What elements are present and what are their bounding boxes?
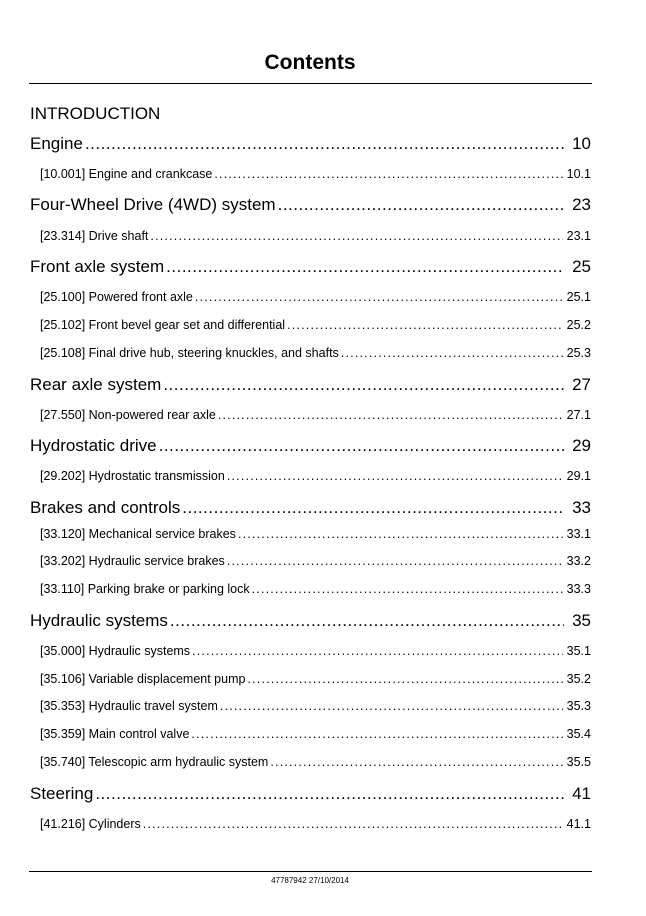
toc-leader-dots [278, 195, 564, 215]
toc-entry-page: 33.1 [566, 527, 591, 541]
toc-entry-page: 23 [572, 195, 591, 214]
toc-entry-page: 29.1 [566, 469, 591, 483]
toc-chapter-entry[interactable] [30, 436, 591, 456]
toc-section-entry[interactable] [40, 407, 591, 423]
toc-leader-dots [159, 436, 564, 456]
toc-entry-label: [25.108] Final drive hub, steering knuckles, and shafts [40, 346, 339, 360]
toc-leader-dots [227, 468, 563, 484]
toc-entry-page: 25 [572, 257, 591, 276]
toc-leader-dots [150, 228, 562, 244]
toc-entry-page: 35.3 [566, 699, 591, 713]
toc-leader-dots [238, 526, 563, 542]
toc-leader-dots [166, 257, 564, 277]
toc-section-entry[interactable] [40, 581, 591, 597]
toc-section-entry[interactable] [40, 468, 591, 484]
toc-leader-dots [143, 816, 563, 832]
toc-chapter-entry[interactable] [30, 498, 591, 518]
toc-section-entry[interactable] [40, 526, 591, 542]
toc-entry-label: [33.202] Hydraulic service brakes [40, 554, 225, 568]
toc-entry-page: 35.2 [566, 672, 591, 686]
title-divider [29, 83, 592, 84]
toc-leader-dots [287, 317, 563, 333]
toc-entry-page: 10.1 [566, 167, 591, 181]
toc-leader-dots [195, 289, 563, 305]
page-title: Contents [264, 51, 356, 74]
toc-section-entry[interactable] [40, 726, 591, 742]
toc-entry-label: [35.000] Hydraulic systems [40, 644, 191, 658]
toc-leader-dots [252, 581, 563, 597]
toc-leader-dots [214, 166, 562, 182]
toc-entry-label: Four-Wheel Drive (4WD) system [30, 195, 276, 214]
toc-leader-dots [247, 671, 562, 687]
toc-entry-label: [10.001] Engine and crankcase [40, 167, 213, 181]
toc-chapter-entry[interactable] [30, 611, 591, 631]
toc-leader-dots [227, 553, 563, 569]
introduction-heading: INTRODUCTION [30, 104, 161, 123]
toc-leader-dots [163, 375, 564, 395]
toc-section-entry[interactable] [40, 345, 591, 361]
toc-entry-label: [29.202] Hydrostatic transmission [40, 469, 225, 483]
toc-entry-label: [25.102] Front bevel gear set and differential [40, 318, 286, 332]
toc-section-entry[interactable] [40, 317, 591, 333]
toc-entry-label: [33.120] Mechanical service brakes [40, 527, 236, 541]
toc-section-entry[interactable] [40, 698, 591, 714]
toc-leader-dots [170, 611, 564, 631]
toc-entry-label: Steering [30, 784, 94, 803]
toc-entry-page: 25.3 [566, 346, 591, 360]
toc-entry-label: [25.100] Powered front axle [40, 290, 193, 304]
toc-entry-page: 41.1 [566, 817, 591, 831]
toc-entry-page: 10 [572, 134, 591, 153]
toc-entry-page: 35.4 [566, 727, 591, 741]
toc-leader-dots [270, 754, 562, 770]
toc-entry-page: 33 [572, 498, 591, 517]
toc-leader-dots [192, 643, 563, 659]
toc-entry-label: [23.314] Drive shaft [40, 229, 149, 243]
toc-chapter-entry[interactable] [30, 257, 591, 277]
toc-leader-dots [182, 498, 564, 518]
toc-entry-label: Brakes and controls [30, 498, 181, 517]
toc-chapter-entry[interactable] [30, 195, 591, 215]
toc-entry-label: Front axle system [30, 257, 165, 276]
toc-section-entry[interactable] [40, 553, 591, 569]
toc-leader-dots [220, 698, 563, 714]
toc-entry-label: [35.740] Telescopic arm hydraulic system [40, 755, 269, 769]
toc-section-entry[interactable] [40, 166, 591, 182]
toc-section-entry[interactable] [40, 754, 591, 770]
toc-entry-page: 35 [572, 611, 591, 630]
toc-entry-label: Hydraulic systems [30, 611, 168, 630]
toc-leader-dots [85, 134, 564, 154]
toc-section-entry[interactable] [40, 643, 591, 659]
toc-entry-label: Rear axle system [30, 375, 162, 394]
toc-chapter-entry[interactable] [30, 375, 591, 395]
toc-leader-dots [191, 726, 562, 742]
toc-entry-page: 33.3 [566, 582, 591, 596]
toc-entry-label: [35.359] Main control valve [40, 727, 190, 741]
toc-leader-dots [341, 345, 563, 361]
document-footer: 47787942 27/10/2014 [271, 876, 349, 885]
toc-entry-page: 25.1 [566, 290, 591, 304]
toc-entry-label: [35.353] Hydraulic travel system [40, 699, 218, 713]
toc-entry-label: [41.216] Cylinders [40, 817, 141, 831]
toc-entry-page: 29 [572, 436, 591, 455]
toc-entry-page: 35.5 [566, 755, 591, 769]
toc-section-entry[interactable] [40, 816, 591, 832]
toc-entry-page: 23.1 [566, 229, 591, 243]
toc-entry-page: 27.1 [566, 408, 591, 422]
toc-entry-label: [33.110] Parking brake or parking lock [40, 582, 250, 596]
toc-section-entry[interactable] [40, 671, 591, 687]
toc-entry-label: Engine [30, 134, 83, 153]
toc-entry-label: [27.550] Non-powered rear axle [40, 408, 216, 422]
toc-chapter-entry[interactable] [30, 784, 591, 804]
toc-entry-page: 25.2 [566, 318, 591, 332]
toc-entry-label: Hydrostatic drive [30, 436, 157, 455]
toc-leader-dots [95, 784, 564, 804]
toc-entry-label: [35.106] Variable displacement pump [40, 672, 246, 686]
toc-entry-page: 41 [572, 784, 591, 803]
toc-section-entry[interactable] [40, 289, 591, 305]
footer-divider [29, 871, 592, 872]
toc-chapter-entry[interactable] [30, 134, 591, 154]
toc-entry-page: 27 [572, 375, 591, 394]
toc-entry-page: 35.1 [566, 644, 591, 658]
toc-leader-dots [218, 407, 563, 423]
toc-entry-page: 33.2 [566, 554, 591, 568]
toc-section-entry[interactable] [40, 228, 591, 244]
